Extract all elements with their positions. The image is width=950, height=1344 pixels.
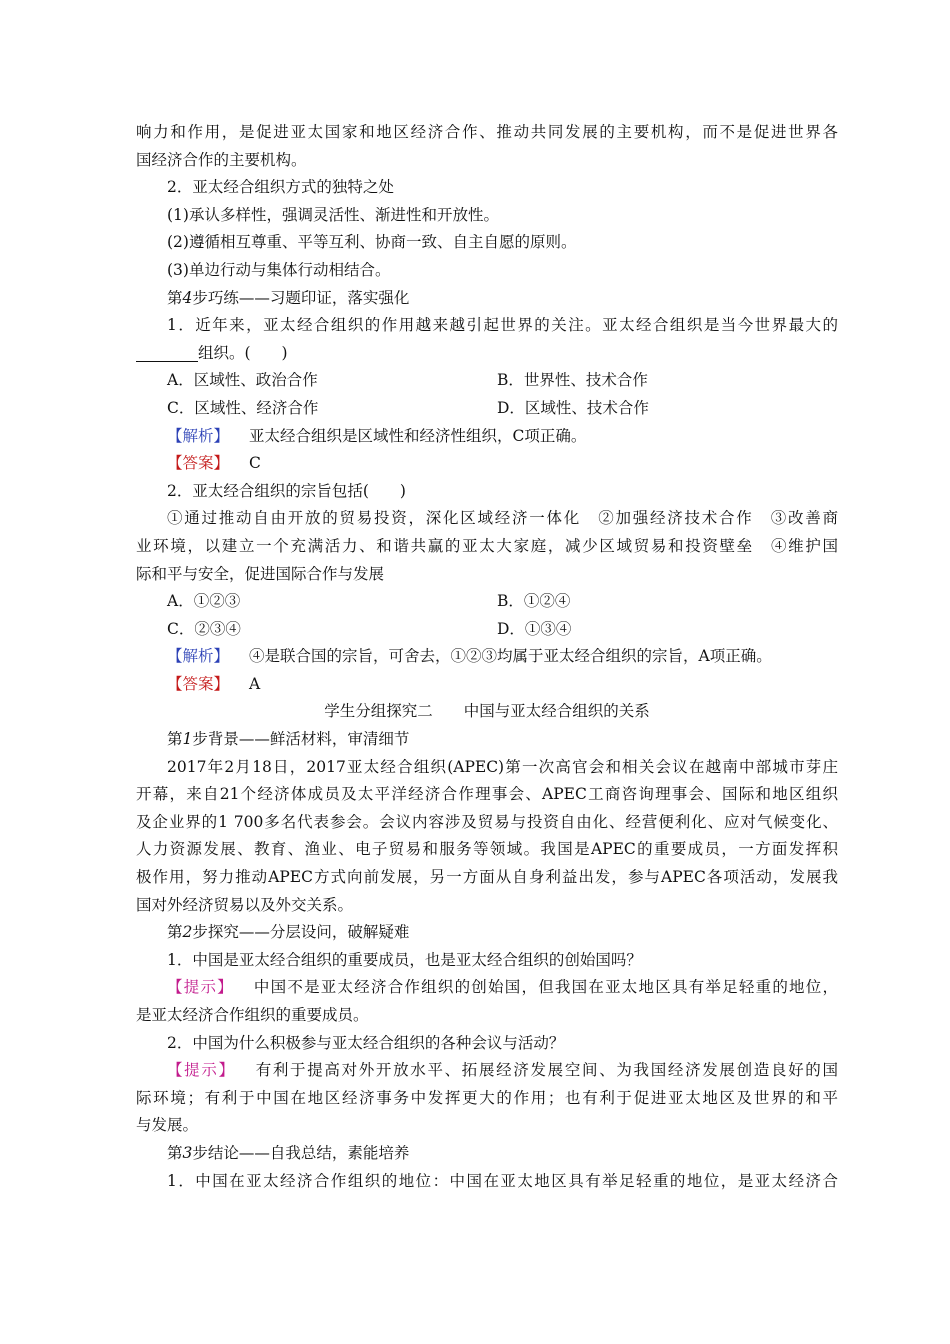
explore-question-2: 2．中国为什么积极参与亚太经合组织的各种会议与活动？ [167,1033,565,1052]
question-2: 2．亚太经合组织的宗旨包括( ) [167,481,406,500]
option-d: D．区域性、技术合作 [497,398,649,417]
answer-line: 【答案】 C [167,454,261,473]
answer-tag: 【答案】 [167,674,230,693]
text-line: 开幕，来自21个经济体成员及太平洋经济合作理事会、APEC工商咨询理事会、国际和地区组织 [136,785,838,804]
text-line: 国对外经济贸易以及外交关系。 [136,895,354,914]
analysis-line: 【解析】 亚太经合组织是区域性和经济性组织，C项正确。 [167,426,587,445]
text-line: 是亚太经济合作组织的重要成员。 [136,1006,369,1024]
document-page [136,119,838,1195]
option-a: A．区域性、政治合作 [167,371,318,390]
text-line: ①通过推动自由开放的贸易投资，深化区域经济一体化 ②加强经济技术合作 ③改善商 [167,509,838,528]
hint-tag: 【提示】 [167,1061,236,1080]
text-line: (3)单边行动与集体行动相结合。 [167,260,391,279]
options-row [136,367,838,395]
text-line: 极作用，努力推动APEC方式向前发展，另一方面从自身利益出发，参与APEC各项活动，发展我 [136,868,838,887]
section-title: 学生分组探究二 中国与亚太经合组织的关系 [324,702,650,721]
question-1: 1．近年来，亚太经合组织的作用越来越引起世界的关注。亚太经合组织是当今世界最大的 [167,316,838,335]
text-line: (1)承认多样性，强调灵活性、渐进性和开放性。 [167,205,499,224]
hint-line: 【提示】 中国不是亚太经济合作组织的创始国，但我国在亚太地区具有举足轻重的地位， [167,978,838,997]
text-line: (2)遵循相互尊重、平等互利、协商一致、自主自愿的原则。 [167,233,577,252]
text-line: 1．中国在亚太经济合作组织的地位：中国在亚太地区具有举足轻重的地位，是亚太经济合 [167,1171,838,1190]
text-line: 际和平与安全，促进国际合作与发展 [136,564,385,583]
analysis-tag: 【解析】 [167,426,230,445]
option-c: C．区域性、经济合作 [167,398,319,417]
answer-tag: 【答案】 [167,454,230,473]
step-heading: 第4步巧练——习题印证，落实强化 [167,288,410,307]
option-d: D．①③④ [497,619,572,638]
text-line: 际环境；有利于中国在地区经济事务中发挥更大的作用；也有利于促进亚太地区及世界的和平 [136,1088,838,1107]
options-row [136,616,838,644]
text-line: 2017年2月18日，2017亚太经合组织(APEC)第一次高官会和相关会议在越南中部城市芽庄 [167,757,838,776]
subheading: 2．亚太经合组织方式的独特之处 [167,178,394,197]
hint-line: 【提示】 有利于提高对外开放水平、拓展经济发展空间、为我国经济发展创造良好的国 [167,1061,838,1080]
text-line: 国经济合作的主要机构。 [136,150,307,169]
analysis-line: 【解析】 ④是联合国的宗旨，可舍去，①②③均属于亚太经合组织的宗旨，A项正确。 [167,647,772,666]
hint-tag: 【提示】 [167,978,234,997]
option-a: A．①②③ [167,592,241,611]
question-1-cont: 组织。( ) [136,340,838,368]
options-row [136,588,838,616]
answer-line: 【答案】 A [167,674,261,693]
text-line: 响力和作用，是促进亚太国家和地区经济合作、推动共同发展的主要机构，而不是促进世界各 [136,123,838,141]
option-b: B．世界性、技术合作 [497,371,648,390]
text-line: 业环境，以建立一个充满活力、和谐共赢的亚太大家庭，减少区域贸易和投资壁垒 ④维护国 [136,536,838,555]
text-line: 与发展。 [136,1116,199,1135]
analysis-tag: 【解析】 [167,647,230,666]
step-heading: 第3步结论——自我总结，素能培养 [167,1143,410,1162]
option-c: C．②③④ [167,619,241,638]
explore-question-1: 1．中国是亚太经合组织的重要成员，也是亚太经合组织的创始国吗？ [167,950,642,969]
step-heading: 第1步背景——鲜活材料，审清细节 [167,730,410,749]
text-line: 及企业界的1 700多名代表参会。会议内容涉及贸易与投资自由化、经营便利化、应对气候变化、 [136,812,838,831]
option-b: B．①②④ [497,592,571,611]
answer-blank [136,343,198,362]
step-heading: 第2步探究——分层设问，破解疑难 [167,923,410,942]
options-row [136,395,838,423]
text-line: 人力资源发展、教育、渔业、电子贸易和服务等领域。我国是APEC的重要成员，一方面发挥积 [136,840,838,859]
